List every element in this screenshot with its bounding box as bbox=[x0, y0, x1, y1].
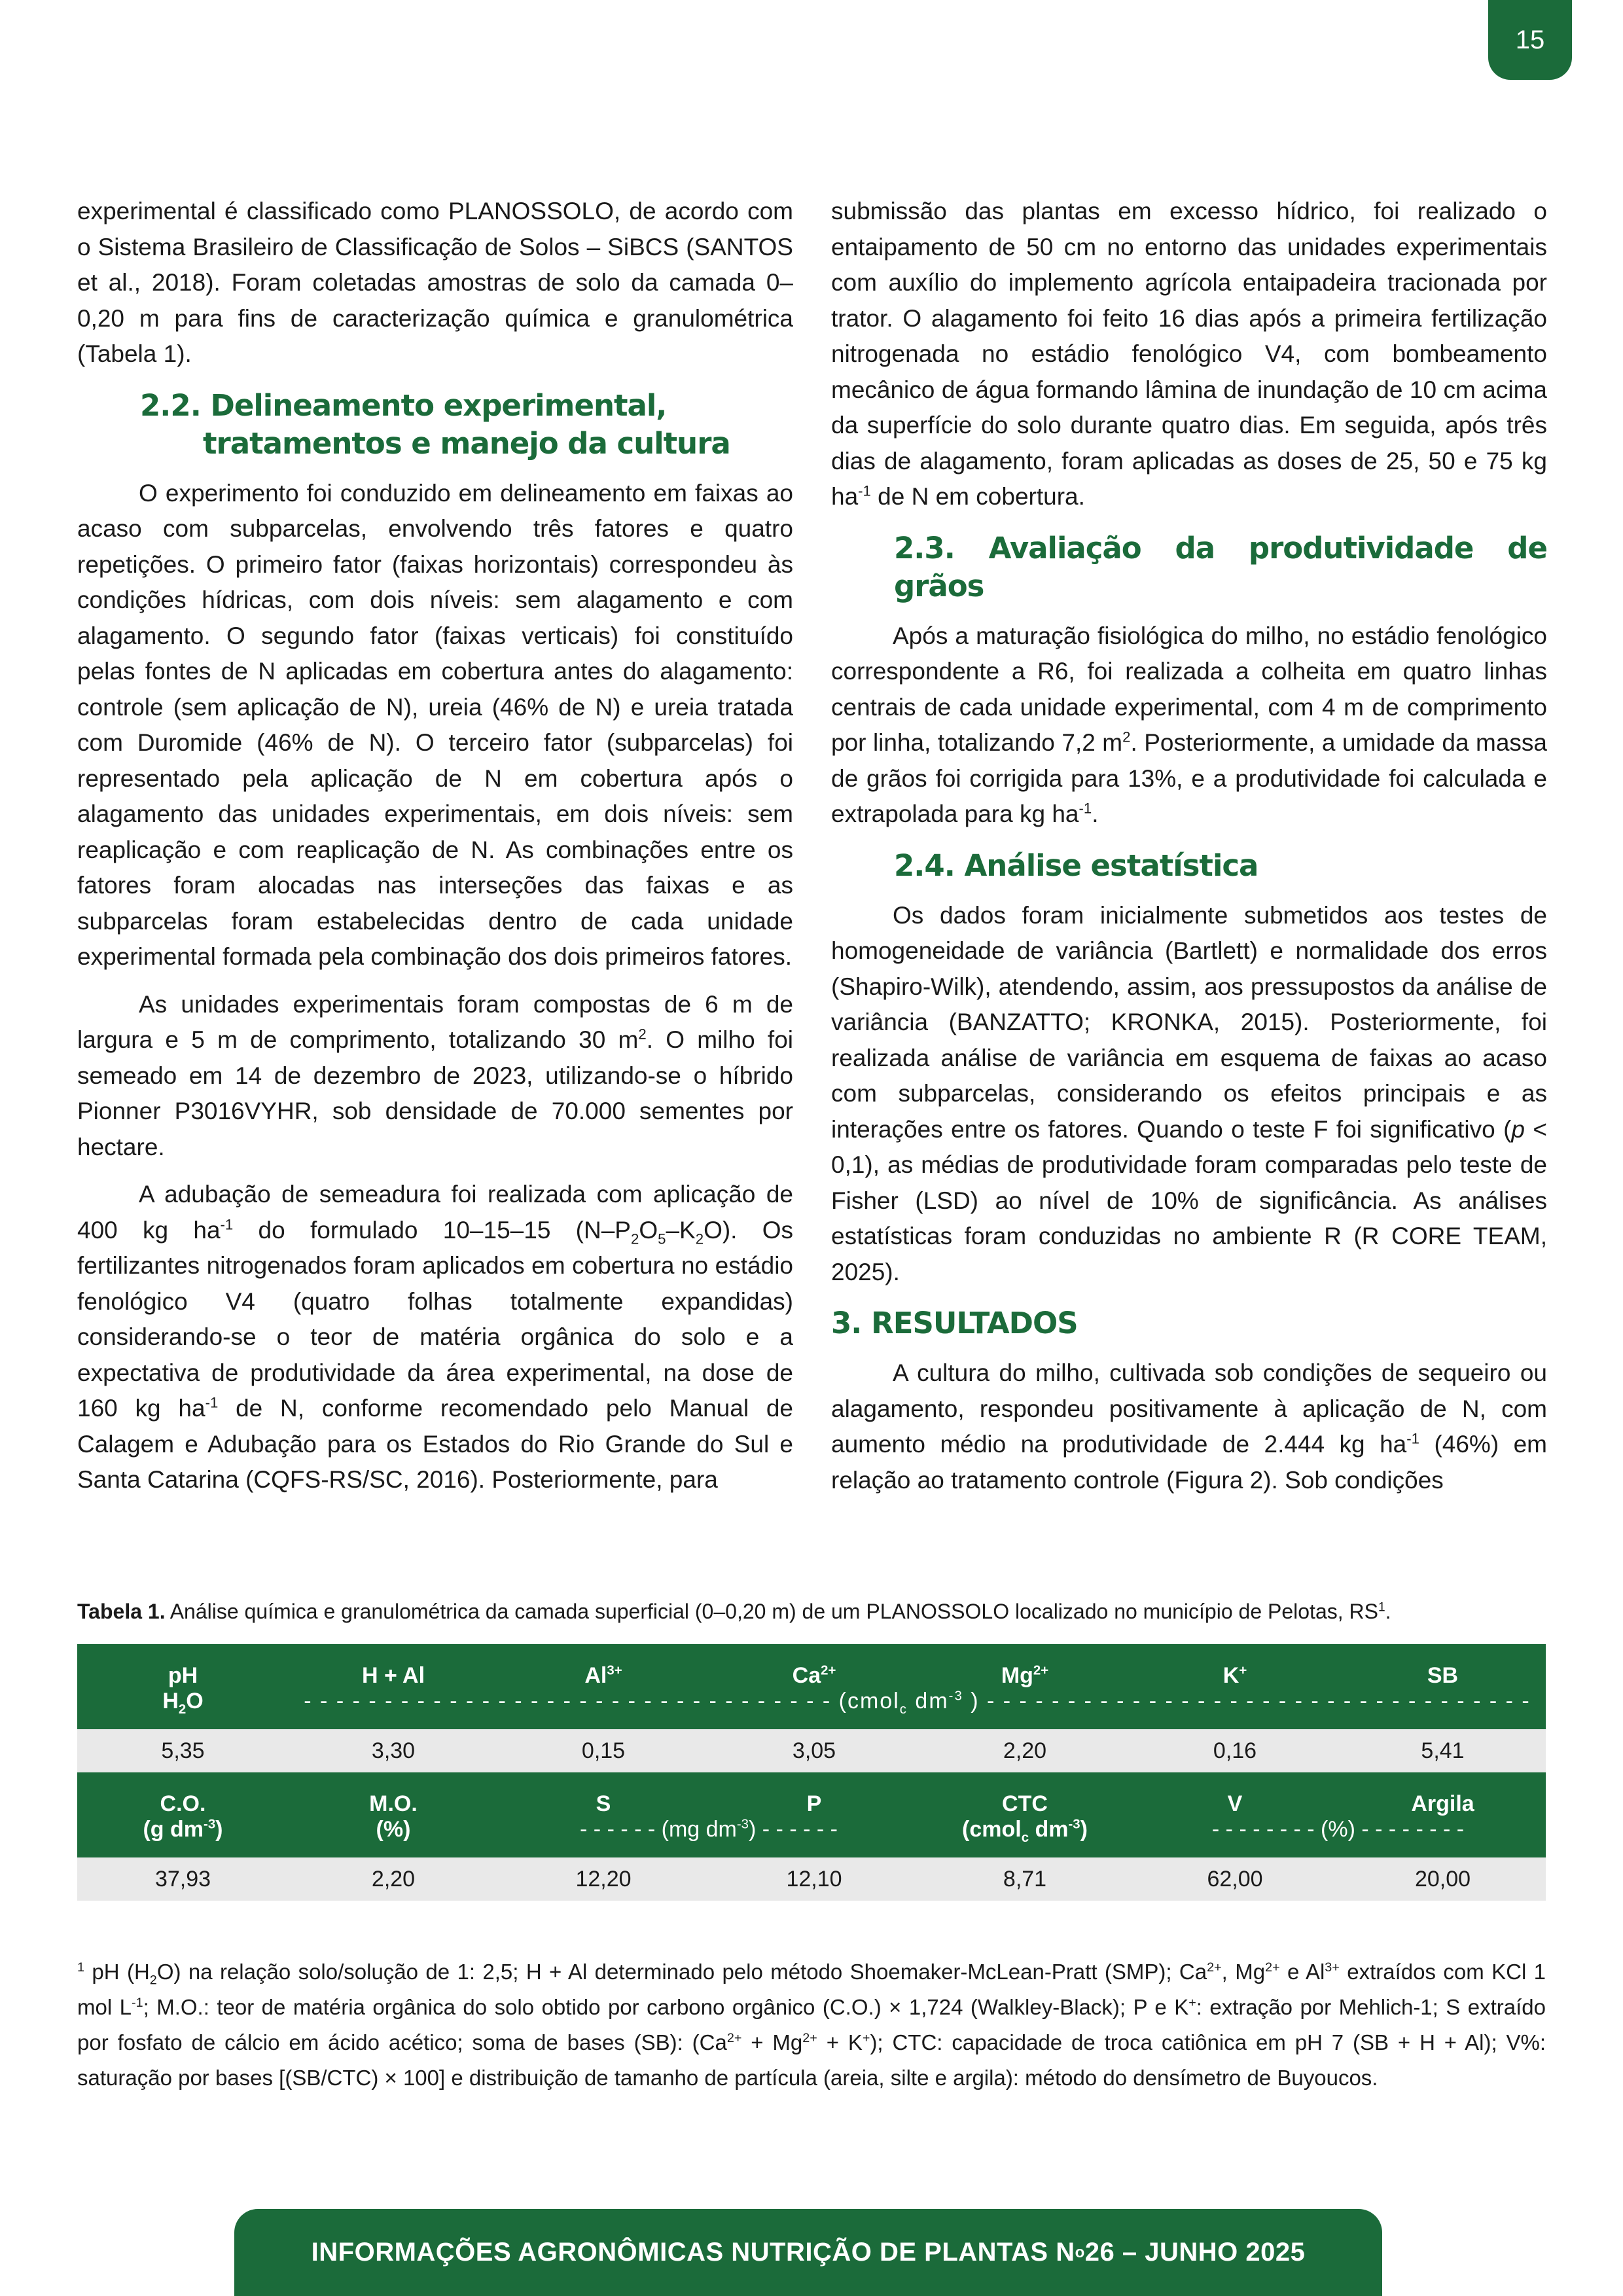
table-header-cell: C.O. bbox=[77, 1772, 289, 1817]
table-cell: 3,30 bbox=[289, 1729, 498, 1772]
paragraph: A cultura do milho, cultivada sob condições de sequeiro ou alagamento, respondeu positivamente à aplicação de N, com aumento médio na produtividade de 2.444 kg $ha^{-1}$ (46%) em relação ao tratamento controle (Figura 2). Sob condições bbox=[831, 1359, 1547, 1494]
table-cell: 3,05 bbox=[709, 1729, 919, 1772]
table-unit-label: (%) bbox=[289, 1817, 498, 1857]
table-cell: 2,20 bbox=[289, 1857, 498, 1901]
table-cell: 5,41 bbox=[1340, 1729, 1546, 1772]
table-header-cell: CTC bbox=[919, 1772, 1130, 1817]
table-row bbox=[77, 1857, 1546, 1901]
section-heading-2-4: 2.4. Análise estatística bbox=[894, 848, 1258, 883]
table-cell: 0,15 bbox=[498, 1729, 709, 1772]
table-unit-label: - - - - - - (mg $dm^{-3}$) - - - - - - bbox=[498, 1817, 919, 1857]
table-unit-label: - - - - - - - - - - - - - - - - - - - - - - - - - - - - - - - - - (cmol$_c$ $dm^{-3}$ ) - - - - - - - - - - - - - - - - - - - - - - - - - - - - - - - - - - bbox=[289, 1689, 1546, 1729]
table-header-row bbox=[77, 1772, 1546, 1817]
table-header-cell: S bbox=[498, 1772, 709, 1817]
table-row bbox=[77, 1729, 1546, 1772]
table-header-cell: H + Al bbox=[289, 1644, 498, 1689]
soil-analysis-table bbox=[77, 1644, 1546, 1901]
paragraph: experimental é classificado como PLANOSSOLO, de acordo com o Sistema Brasileiro de Classificação de Solos – SiBCS (SANTOS et al., 2018). Foram coletadas amostras de solo da camada 0–0,20 m para fins de caracterização química e granulométrica (Tabela 1). bbox=[77, 198, 793, 367]
page-number: 15 bbox=[1515, 25, 1545, 54]
right-column bbox=[831, 194, 1547, 1510]
section-heading-3: 3. RESULTADOS bbox=[831, 1306, 1078, 1340]
page-number-tab bbox=[1488, 0, 1572, 80]
table-header-cell: SB bbox=[1340, 1644, 1546, 1689]
table-cell: 37,93 bbox=[77, 1857, 289, 1901]
table-header-cell: Argila bbox=[1340, 1772, 1546, 1817]
table-header-units-row bbox=[77, 1817, 1546, 1857]
table-header-cell: $Ca^{2+}$ bbox=[709, 1644, 919, 1689]
table-cell: 0,16 bbox=[1130, 1729, 1340, 1772]
table-caption: Tabela 1. Análise química e granulométrica da camada superficial (0–0,20 m) de um PLANOSSOLO localizado no município de Pelotas, $RS^1$. bbox=[77, 1600, 1391, 1623]
paragraph: submissão das plantas em excesso hídrico, foi realizado o entaipamento de 50 cm no entorno das unidades experimentais com auxílio do implemento agrícola entaipadeira tracionada por trator. O alagamento foi feito 16 dias após a primeira fertilização nitrogenada no estádio fenológico V4, com bombeamento mecânico de água formando lâmina de inundação de 10 cm acima da superfície do solo durante quatro dias. Em seguida, após três dias de alagamento, foram aplicadas as doses de 25, 50 e 75 kg $ha^{-1}$ de N em cobertura. bbox=[831, 198, 1547, 510]
table-cell: 8,71 bbox=[919, 1857, 1130, 1901]
table-header-cell: pH bbox=[77, 1644, 289, 1689]
table-unit-label: (g $dm^{-3}$) bbox=[77, 1817, 289, 1857]
publication-footer: INFORMAÇÕES AGRONÔMICAS NUTRIÇÃO DE PLANTAS N o 26 – JUNHO 2025 bbox=[234, 2209, 1382, 2296]
table-unit-label: (cmol$_c$ $dm^{-3}$) bbox=[919, 1817, 1130, 1857]
table-header-cell: P bbox=[709, 1772, 919, 1817]
paragraph: As unidades experimentais foram compostas de 6 m de largura e 5 m de comprimento, totalizando 30 $m^2$. O milho foi semeado em 14 de dezembro de 2023, utilizando-se o híbrido Pionner P3016VYHR, sob densidade de 70.000 sementes por hectare. bbox=[77, 990, 793, 1160]
table-cell: 20,00 bbox=[1340, 1857, 1546, 1901]
paragraph: Os dados foram inicialmente submetidos aos testes de homogeneidade de variância (Bartlett) e normalidade dos erros (Shapiro-Wilk), atendendo, assim, aos pressupostos da análise de variância (BANZATTO; KRONKA, 2015). Posteriormente, foi realizada análise de variância em esquema de faixas ao acaso com subparcelas, considerando os efeitos principais e as interações entre os fatores. Quando o teste F foi significativo (p < 0,1), as médias de produtividade foram comparadas pelo teste de Fisher (LSD) ao nível de 10% de significância. As análises estatísticas foram conduzidas no ambiente R (R CORE TEAM, 2025). bbox=[831, 901, 1547, 1285]
section-heading-2-3: 2.3. Avaliação da produtividade de grãos bbox=[894, 530, 1547, 603]
table-header-cell: $Mg^{2+}$ bbox=[919, 1644, 1130, 1689]
table-header-units-row bbox=[77, 1689, 1546, 1729]
paragraph: O experimento foi conduzido em delineamento em faixas ao acaso com subparcelas, envolvendo três fatores e quatro repetições. O primeiro fator (faixas horizontais) correspondeu às condições hídricas, com dois níveis: sem alagamento e com alagamento. O segundo fator (faixas verticais) foi constituído pelas fontes de N aplicadas em cobertura antes do alagamento: controle (sem aplicação de N), ureia (46% de N) e ureia tratada com Duromide (46% de N). O terceiro fator (subparcelas) foi representado pela aplicação de N em cobertura após o alagamento das unidades experimentais, em dois níveis: sem reaplicação e com reaplicação de N. As combinações entre os fatores foram alocadas nas interseções das faixas e as subparcelas foram estabelecidas dentro de cada unidade experimental formada pela combinação dos dois primeiros fatores. bbox=[77, 479, 793, 970]
table-cell: 12,10 bbox=[709, 1857, 919, 1901]
table-footnote: $^1$ pH $(H_2O)$ na relação solo/solução de 1: 2,5; H + Al determinado pelo método Shoemaker-McLean-Pratt (SMP); $Ca^{2+}$, $Mg^{2+}$ e $Al^{3+}$ extraídos com KCl 1 mol $L^{-1}$; M.O.: teor de matéria orgânica do solo obtido por carbono orgânico (C.O.) × 1,724 (Walkley-Black); P e K+: extração por Mehlich-1; S extraído por fosfato de cálcio em ácido acético; soma de bases (SB): $(Ca^{2+} + Mg^{2+} + K^+)$; CTC: capacidade de troca catiônica em pH 7 (SB + H + Al); V%: saturação por bases [(SB/CTC) × 100] e distribuição de tamanho de partícula (areia, silte e argila): método do densímetro de Buyoucos. bbox=[77, 1960, 1546, 2090]
table-header-cell: $H_2O$ bbox=[77, 1689, 289, 1729]
table-cell: 2,20 bbox=[919, 1729, 1130, 1772]
table-header-row bbox=[77, 1644, 1546, 1689]
table-header-cell: M.O. bbox=[289, 1772, 498, 1817]
table-header-cell: K+ bbox=[1130, 1644, 1340, 1689]
table-header-cell: $Al^{3+}$ bbox=[498, 1644, 709, 1689]
paragraph: Após a maturação fisiológica do milho, no estádio fenológico correspondente a R6, foi realizada a colheita em quatro linhas centrais de cada unidade experimental, com 4 m de comprimento por linha, totalizando 7,2 $m^2$. Posteriormente, a umidade da massa de grãos foi corrigida para 13%, e a produtividade foi calculada e extrapolada para kg $ha^{-1}$. bbox=[831, 622, 1547, 827]
table-cell: 12,20 bbox=[498, 1857, 709, 1901]
table-header-cell: V bbox=[1130, 1772, 1340, 1817]
paragraph: A adubação de semeadura foi realizada com aplicação de 400 kg $ha^{-1}$ do formulado 10–15–15 $(N-P_2O_5-K_2O)$. Os fertilizantes nitrogenados foram aplicados em cobertura no estádio fenológico V4 (quatro folhas totalmente expandidas) considerando-se o teor de matéria orgânica do solo e a expectativa de produtividade da área experimental, na dose de 160 kg $ha^{-1}$ de N, conforme recomendado pelo Manual de Calagem e Adubação para os Estados do Rio Grande do Sul e Santa Catarina (CQFS-RS/SC, 2016). Posteriormente, para bbox=[77, 1181, 793, 1493]
table-cell: 62,00 bbox=[1130, 1857, 1340, 1901]
table-unit-label: - - - - - - - - (%) - - - - - - - - bbox=[1130, 1817, 1546, 1857]
section-heading-2-2: 2.2. Delineamento experimental, tratamentos e manejo da cultura bbox=[140, 387, 730, 461]
left-column bbox=[77, 194, 793, 1510]
table-cell: 5,35 bbox=[77, 1729, 289, 1772]
